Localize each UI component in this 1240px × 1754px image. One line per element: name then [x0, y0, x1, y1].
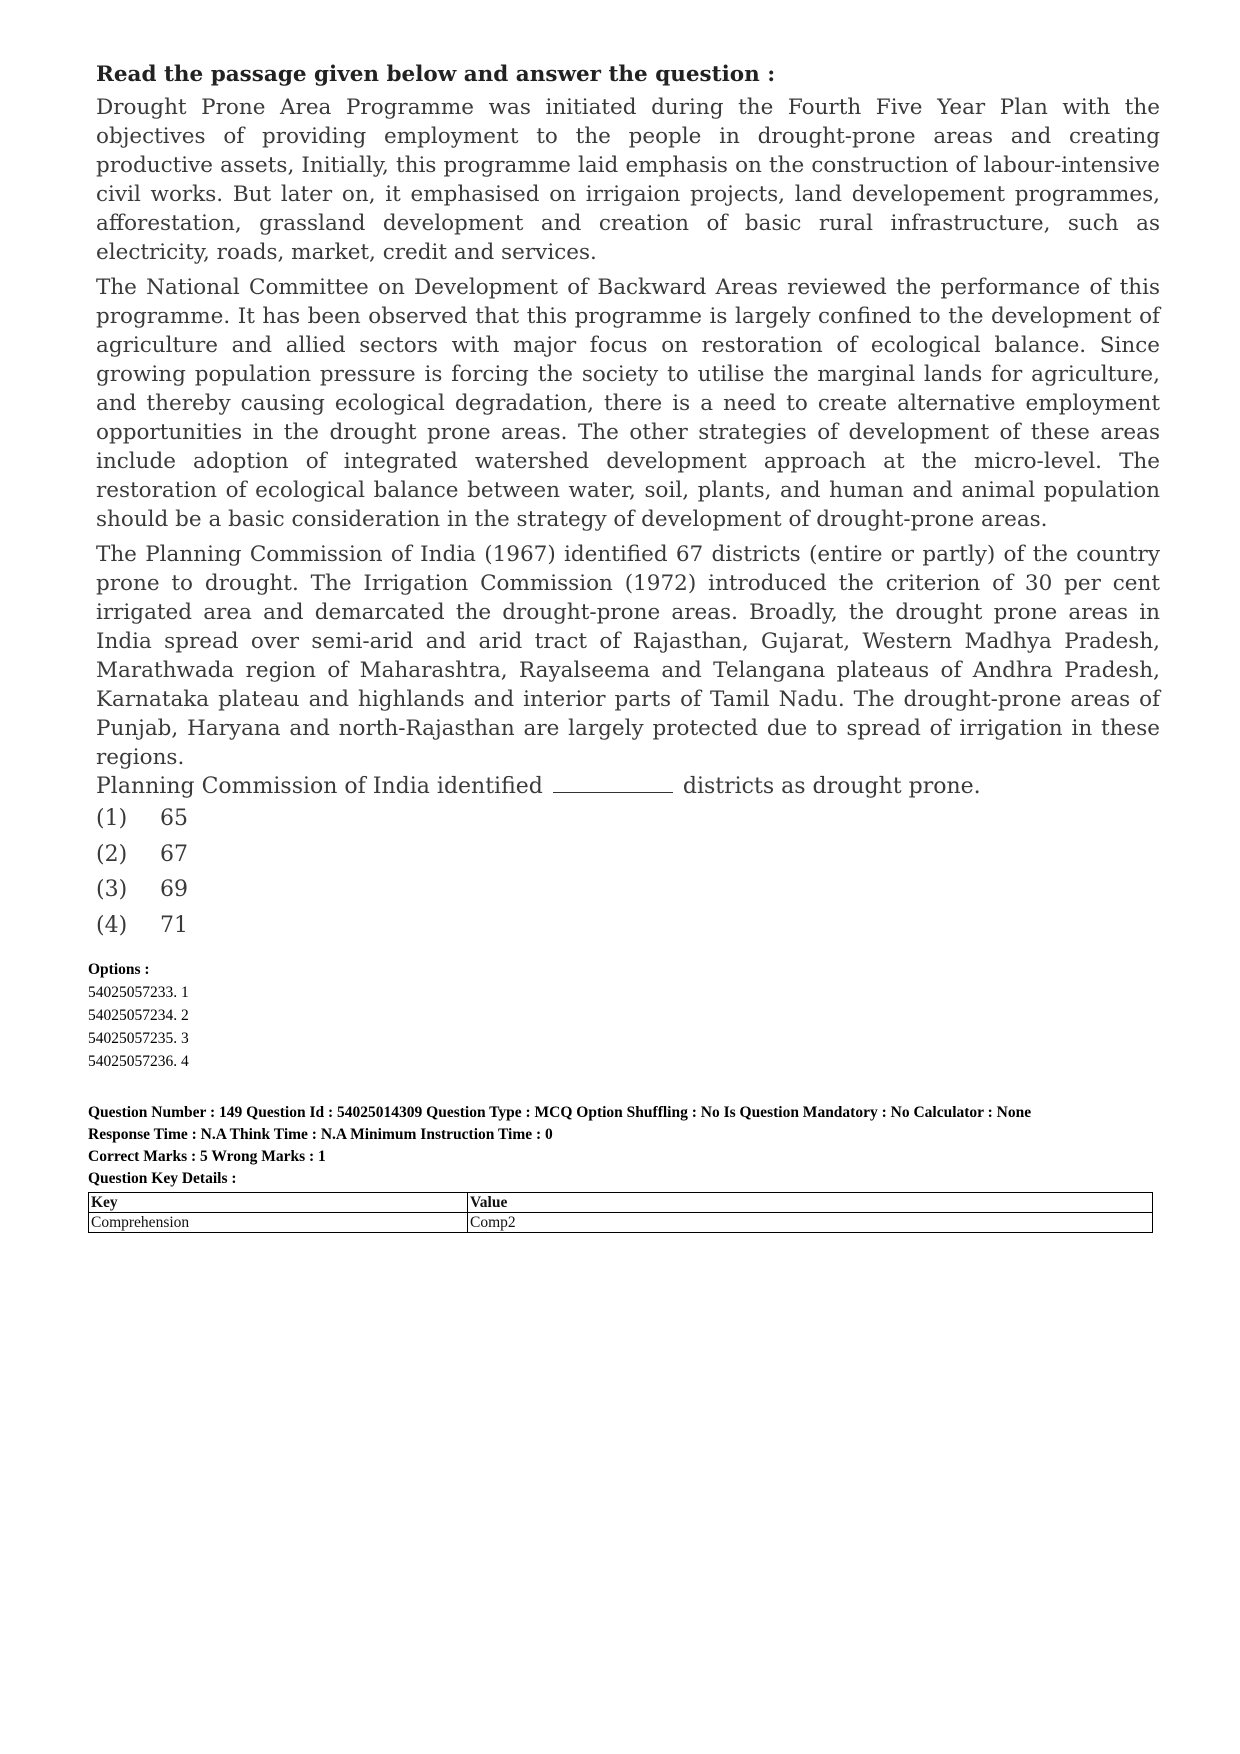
- choice-3: [96, 877, 188, 913]
- table-cell-value: Comp2: [468, 1213, 1153, 1233]
- choice-text: 67: [160, 841, 188, 867]
- choice-text: 69: [160, 877, 188, 902]
- question-text: [96, 772, 981, 799]
- choice-2: [96, 842, 188, 878]
- meta-line-timing: Response Time : N.A Think Time : N.A Minimum Instruction Time : 0: [88, 1126, 553, 1143]
- choice-number: (4): [96, 912, 128, 938]
- option-item: 54025057236. 4: [88, 1053, 189, 1070]
- question-choices: [96, 806, 188, 948]
- passage-heading: Read the passage given below and answer the question :: [96, 62, 776, 87]
- options-label: Options :: [88, 961, 150, 978]
- options-block: [88, 958, 189, 1073]
- table-header-value: Value: [468, 1193, 1153, 1213]
- question-meta: [88, 1102, 1031, 1190]
- meta-line-key-details: Question Key Details :: [88, 1170, 237, 1187]
- question-before-blank: Planning Commission of India identified: [96, 774, 543, 799]
- meta-line-marks: Correct Marks : 5 Wrong Marks : 1: [88, 1148, 326, 1165]
- question-key-table: [88, 1192, 1153, 1233]
- option-item: 54025057233. 1: [88, 984, 189, 1001]
- table-row: [89, 1213, 1153, 1233]
- choice-text: 65: [160, 806, 188, 831]
- choice-1: [96, 806, 188, 842]
- choice-number: (3): [96, 877, 128, 902]
- passage-block: [96, 62, 1160, 778]
- choice-4: [96, 913, 188, 949]
- table-header-row: [89, 1193, 1153, 1213]
- passage-paragraph-2: The National Committee on Development of Backward Areas reviewed the performance of this programme. It has been observed that this programme is largely confined to the development of agriculture and allied sectors with major focus on restoration of ecological balance. Since growing population pressure is forcing the society to utilise the marginal lands for agriculture, and thereby causing ecological degradation, there is a need to create alternative employment opportunities in the drought prone areas. The other strategies of development of these areas include adoption of integrated watershed development approach at the micro-level. The restoration of ecological balance between water, soil, plants, and human and animal population should be a basic consideration in the strategy of development of drought-prone areas.: [96, 275, 1160, 532]
- choice-text: 71: [160, 912, 188, 938]
- passage-paragraph-1: Drought Prone Area Programme was initiated during the Fourth Five Year Plan with the objectives of providing employment to the people in drought-prone areas and creating productive assets, Initially, this programme laid emphasis on the construction of labour-intensive civil works. But later on, it emphasised on irrigaion projects, land developement programmes, afforestation, grassland development and creation of basic rural infrastructure, such as electricity, roads, market, credit and services.: [96, 95, 1160, 265]
- answer-blank: [553, 772, 673, 793]
- table-header-key: Key: [89, 1193, 468, 1213]
- choice-number: (1): [96, 806, 128, 831]
- passage-paragraph-3: The Planning Commission of India (1967) identified 67 districts (entire or partly) of the country prone to drought. The Irrigation Commission (1972) introduced the criterion of 30 per cent irrigated area and demarcated the drought-prone areas. Broadly, the drought prone areas in India spread over semi-arid and arid tract of Rajasthan, Gujarat, Western Madhya Pradesh, Marathwada region of Maharashtra, Rayalseema and Telangana plateaus of Andhra Pradesh, Karnataka plateau and highlands and interior parts of Tamil Nadu. The drought-prone areas of Punjab, Haryana and north-Rajasthan are largely protected due to spread of irrigation in these regions.: [96, 542, 1160, 770]
- option-item: 54025057235. 3: [88, 1030, 189, 1047]
- table-cell-key: Comprehension: [89, 1213, 468, 1233]
- meta-line-question-info: Question Number : 149 Question Id : 54025014309 Question Type : MCQ Option Shuffling : No Is Question Mandatory : No Calculator : None: [88, 1104, 1032, 1121]
- option-item: 54025057234. 2: [88, 1007, 189, 1024]
- question-after-blank: districts as drought prone.: [682, 774, 981, 799]
- choice-number: (2): [96, 841, 128, 867]
